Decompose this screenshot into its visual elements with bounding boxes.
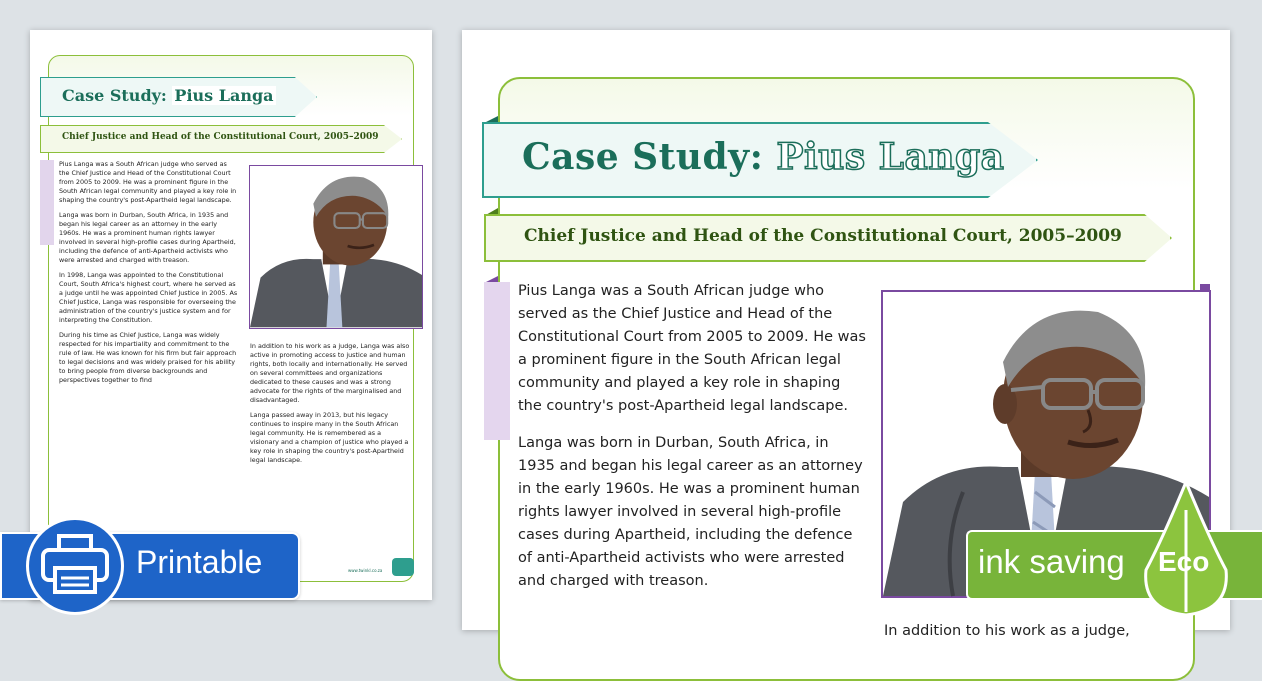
page-title: [62, 86, 276, 105]
ink-saving-label: ink saving: [978, 543, 1125, 580]
title-prefix: Case Study:: [62, 86, 167, 105]
text-column-left: [518, 280, 868, 607]
paragraph: In addition to his work as a judge, Langa was also active in promoting access to justice and human rights, both locally and internationally. He served on several committees and organizations dedicated to these causes and was a strong advocate for the rights of the marginalised and disadvantaged.: [250, 342, 410, 404]
text-column-right: In addition to his work as a judge,: [884, 623, 1130, 639]
title-name: Pius Langa: [174, 86, 274, 105]
paragraph: Langa was born in Durban, South Africa, in 1935 and began his legal career as an attorney in the early 1960s. He was a prominent human rights lawyer involved in several high-profile cases during Apartheid, including the defence of anti-Apartheid activists who were arrested and charged with treason.: [518, 435, 863, 589]
preview-page-thumbnail: [30, 30, 432, 600]
printer-icon-circle: [26, 517, 124, 615]
twinkl-logo-icon: [392, 558, 414, 576]
accent-bar: [484, 282, 510, 440]
paragraph: Langa passed away in 2013, but his legacy continues to inspire many in the South African legal community. He is remembered as a visionary and a champion of justice who played a key role in shaping the country's post-Apartheid legal landscape.: [250, 411, 409, 464]
portrait-icon: [250, 166, 422, 328]
portrait-illustration: [249, 165, 423, 329]
accent-bar: [40, 160, 54, 245]
title-name: Pius Langa: [776, 136, 1005, 178]
paragraph: Pius Langa was a South African judge who served as the Chief Justice and Head of the Constitutional Court from 2005 to 2009. He was a prominent figure in the South African legal community and played a key role in shaping the country's post-Apartheid legal landscape.: [59, 160, 237, 204]
eco-label: Eco: [1158, 546, 1210, 577]
paragraph: Langa was born in Durban, South Africa, in 1935 and began his legal career as an attorney in the early 1960s. He was a prominent human rights lawyer involved in several high-profile cases during Apartheid, including the defence of anti-Apartheid activists who were arrested and charged with treason.: [59, 211, 236, 264]
footer-url: www.twinkl.co.za: [348, 568, 383, 573]
paragraph: Pius Langa was a South African judge who served as the Chief Justice and Head of the Constitutional Court from 2005 to 2009. He was a prominent figure in the South African legal community and played a key role in shaping the country's post-Apartheid legal landscape.: [518, 283, 866, 414]
title-prefix: Case Study:: [522, 136, 764, 178]
text-column-left: [59, 160, 239, 391]
printable-label: Printable: [136, 544, 263, 580]
page-title: [522, 136, 1004, 178]
page-subtitle: Chief Justice and Head of the Constitutional Court, 2005–2009: [524, 226, 1122, 246]
paragraph: In 1998, Langa was appointed to the Constitutional Court, South Africa's highest court, where he served as a judge until he was appointed Chief Justice in 2005. As Chief Justice, Langa was responsible for overseeing the administration of the country's justice system and for interpreting the Constitution.: [59, 271, 238, 324]
page-subtitle: Chief Justice and Head of the Constitutional Court, 2005–2009: [62, 132, 379, 142]
text-column-right: [250, 342, 410, 471]
paragraph: During his time as Chief Justice, Langa was widely respected for his impartiality and commitment to the rule of law. He was known for his firm but fair approach to legal decisions and was widely praised for his ability to bring people from diverse backgrounds and perspectives together to find: [59, 331, 237, 384]
printer-icon: [29, 520, 121, 612]
